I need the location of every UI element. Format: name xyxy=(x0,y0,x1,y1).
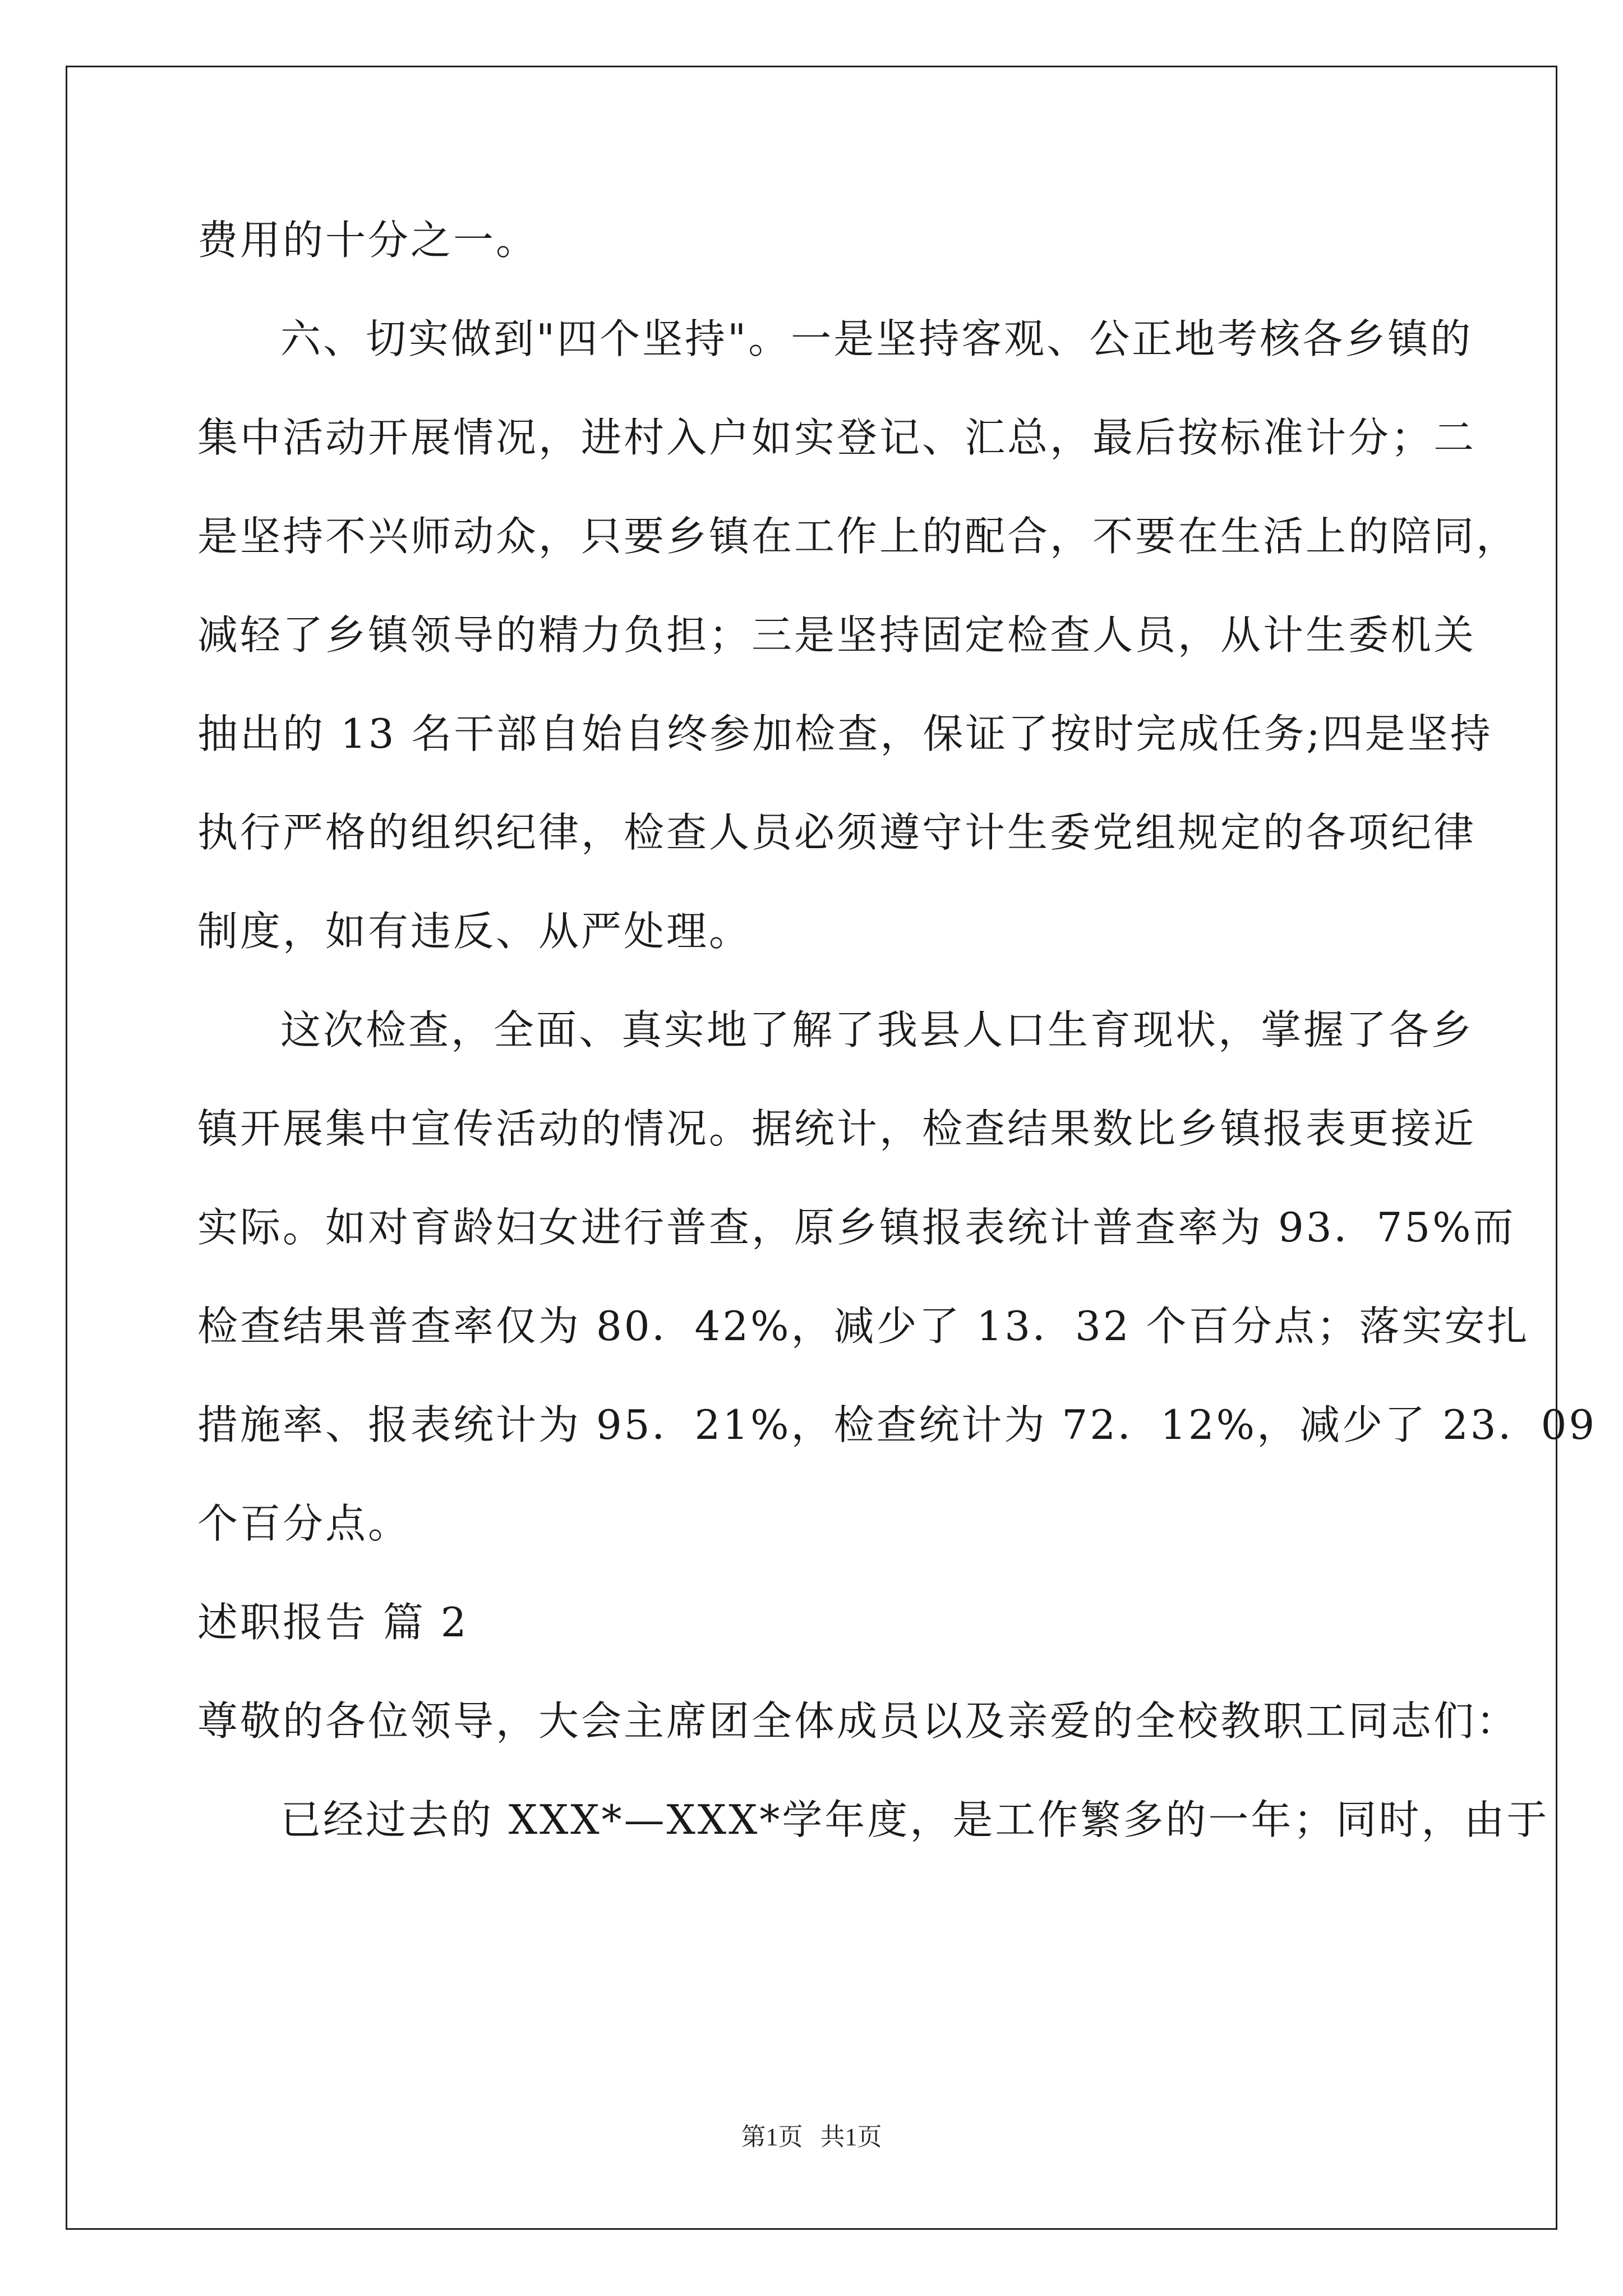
salutation-line: 尊敬的各位领导，大会主席团全体成员以及亲爱的全校教职工同志们： xyxy=(197,1697,1519,1745)
paragraph-line: 六、切实做到"四个坚持"。一是坚持客观、公正地考核各乡镇的 xyxy=(280,315,1473,362)
paragraph-line: 措施率、报表统计为 95．21%，检查统计为 72．12%，减少了 23．09 xyxy=(197,1401,1597,1448)
page-total: 共1页 xyxy=(820,2123,882,2151)
paragraph-line: 这次检查，全面、真实地了解了我县人口生育现状，掌握了各乡 xyxy=(280,1006,1474,1053)
paragraph-line: 已经过去的 XXX*—XXX*学年度，是工作繁多的一年；同时，由于 xyxy=(280,1796,1550,1843)
page-footer xyxy=(0,2120,1623,2154)
paragraph-line: 减轻了乡镇领导的精力负担；三是坚持固定检查人员，从计生委机关 xyxy=(197,611,1477,659)
paragraph-line: 制度，如有违反、从严处理。 xyxy=(197,908,752,955)
page-number: 第1页 xyxy=(741,2123,803,2151)
paragraph-line: 抽出的 13 名干部自始自终参加检查，保证了按时完成任务;四是坚持 xyxy=(197,710,1493,757)
paragraph-line: 费用的十分之一。 xyxy=(197,217,539,264)
paragraph-line: 实际。如对育龄妇女进行普查，原乡镇报表统计普查率为 93．75%而 xyxy=(197,1204,1516,1251)
document-body xyxy=(197,191,1597,1869)
paragraph-line: 镇开展集中宣传活动的情况。据统计，检查结果数比乡镇报表更接近 xyxy=(197,1105,1477,1152)
paragraph-line: 个百分点。 xyxy=(197,1500,411,1547)
paragraph-line: 执行严格的组织纪律，检查人员必须遵守计生委党组规定的各项纪律 xyxy=(197,809,1477,856)
paragraph-line: 是坚持不兴师动众，只要乡镇在工作上的配合，不要在生活上的陪同， xyxy=(197,513,1519,560)
paragraph-line: 检查结果普查率仅为 80．42%，减少了 13．32 个百分点；落实安扎 xyxy=(197,1303,1530,1350)
section-heading: 述职报告 篇 2 xyxy=(197,1599,469,1646)
paragraph-line: 集中活动开展情况，进村入户如实登记、汇总，最后按标准计分；二 xyxy=(197,414,1477,461)
